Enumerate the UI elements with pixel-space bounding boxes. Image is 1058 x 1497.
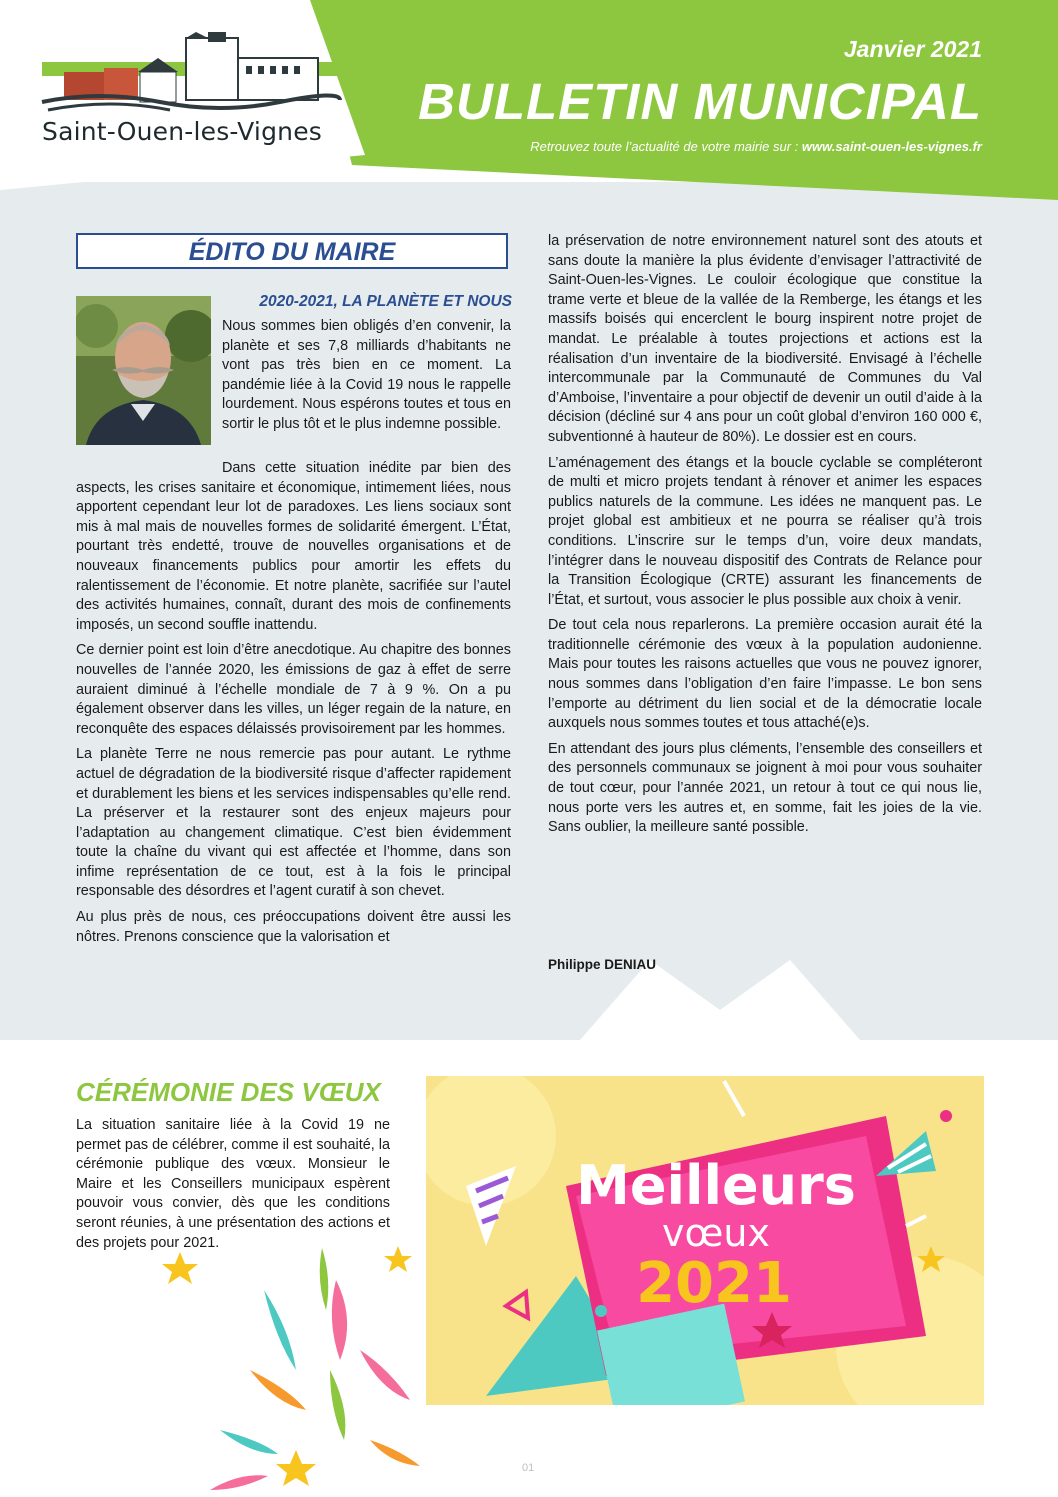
confetti-drop <box>370 1440 420 1466</box>
edito-paragraph: Nous sommes bien obligés d’en convenir, la planète et ses 7,8 milliards d’habitants ne vont pas très bien en ce moment. La pandémie liée à la Covid 19 nous le rappelle lourdement. Nous espérons toutes et tous en sortir le plus tôt et le plus indemne possible. <box>222 318 511 432</box>
edito-paragraph: Ce dernier point est loin d’être anecdotique. Au chapitre des bonnes nouvelles de l’année 2020, les émissions de gaz à effet de serre auraient diminué à l’échelle mondiale de 7 à 9 %. On a pu également observer dans les villes, un léger regain de la nature, en reconquête des espaces délaissés provisoirement par les hommes. <box>76 642 511 737</box>
star <box>384 1246 412 1272</box>
confetti-drop <box>332 1280 347 1360</box>
edito-paragraph: De tout cela nous reparlerons. La première occasion aurait été la traditionnelle cérémonie des vœux à la population audonienne. Mais pour toutes les raisons actuelles que vous ne pouvez ignorer, nous sommes dans l’obligation d’en faire l’impasse. Le bon sens l’emporte au détriment du lien social et de la démocratie locale auxquels nous sommes toutes et tous attaché(e)s. <box>548 617 982 732</box>
wishes-card-illustration <box>426 1076 984 1405</box>
confetti-drop <box>360 1350 410 1400</box>
ceremony-paragraph: La situation sanitaire liée à la Covid 19 ne permet pas de célébrer, comme il est souhaité, la cérémonie publique des vœux. Monsieur le Maire et les Conseillers municipaux espèrent pouvoir vous convier, dès que les conditions seront réunies, à une présentation des actions et des projets pour 2021. <box>76 1117 390 1251</box>
card-line-meilleurs: Meilleurs <box>576 1154 856 1217</box>
confetti-drop <box>320 1248 329 1310</box>
ceremony-title: CÉRÉMONIE DES VŒUX <box>76 1077 381 1107</box>
edito-right-column <box>548 232 982 844</box>
tagline <box>530 139 982 154</box>
confetti-dot <box>940 1110 952 1122</box>
star <box>162 1252 198 1284</box>
edito-intro <box>222 317 511 441</box>
confetti-dot <box>595 1305 607 1317</box>
mayor-portrait <box>76 296 211 445</box>
edito-left-column <box>76 459 511 953</box>
logo-text: Saint-Ouen-les-Vignes <box>42 117 322 146</box>
edito-paragraph: La planète Terre ne nous remercie pas pour autant. Le rythme actuel de dégradation de la biodiversité risque d’affecter rapidement et durablement les biens et les services indispensables qu’elle rend. La préserver et la restaurer sont des enjeux majeurs pour l’adaptation au changement climatique. C’est bien évidemment toute la chaîne du vivant qui est affectée et l’homme, dans son infime représentation de ce tout, est à la fois le principal responsable des désordres et l’agent curatif à son chevet. <box>76 746 511 900</box>
issue-date: Janvier 2021 <box>843 36 982 62</box>
ceremony-text <box>76 1116 390 1259</box>
confetti-drop <box>330 1370 345 1440</box>
card-line-voeux: vœux <box>662 1211 770 1255</box>
confetti-drop <box>210 1475 268 1490</box>
bulletin-title: BULLETIN MUNICIPAL <box>418 73 982 130</box>
edito-paragraph: Dans cette situation inédite par bien des aspects, les crises sanitaire et économique, intimement liées, nous apportent cependant leur lot de paradoxes. Les liens sociaux sont mis à mal mais de nouvelles formes de solidarité émergent. L’État, pourtant très endetté, trouve de nouvelles organisations et de nouveaux financements publics pour amortir les effets du ralentissement de l’économie. Et notre planète, sacrifiée sur l’autel des activités humaines, connaît, durant des mois de confinements imposés, un second souffle inattendu. <box>76 460 511 633</box>
edito-paragraph: En attendant des jours plus cléments, l’ensemble des conseillers et des personnels communaux se joignent à moi pour vous souhaiter de tout cœur, pour l’année 2021, un retour à tout ce qui nous lie, nous porte vers les autres et, en somme, fait les joies de la vie. Sans oublier, la meilleure santé possible. <box>548 740 982 836</box>
website-link[interactable]: www.saint-ouen-les-vignes.fr <box>801 139 982 154</box>
card-line-year: 2021 <box>636 1251 792 1316</box>
edito-subtitle: 2020-2021, LA PLANÈTE ET NOUS <box>259 293 512 310</box>
tagline-prefix: Retrouvez toute l’actualité de votre mairie sur : <box>530 139 802 154</box>
mayor-signature: Philippe DENIAU <box>548 957 657 972</box>
edito-paragraph: L’aménagement des étangs et la boucle cyclable se compléteront de multi et micro projets tendant à rénover et animer les espaces publics naturels de la commune. Les idées ne manquent pas. Le projet global est ambitieux et ne pourra se réaliser qu’à trois conditions. L’inscrire sur le temps d’un, voire deux mandats, l’intégrer dans le nouveau dispositif des Contrats de Relance pour la Transition Écologique (CRTE) assurant les financements de l’État, et surtout, vous associer le plus possible aux choix à venir. <box>548 454 982 608</box>
edito-paragraph: Au plus près de nous, ces préoccupations doivent être aussi les nôtres. Prenons conscience que la valorisation et <box>76 909 511 945</box>
page-number: 01 <box>522 1462 535 1474</box>
edito-title: ÉDITO DU MAIRE <box>188 238 396 266</box>
star <box>276 1450 316 1486</box>
confetti-drop <box>250 1370 306 1410</box>
confetti-drop <box>264 1290 296 1370</box>
confetti-drop <box>220 1430 278 1454</box>
village-logo <box>40 32 350 112</box>
confetti-decoration <box>100 1240 430 1497</box>
edito-paragraph: la préservation de notre environnement naturel sont des atouts et sans doute la manière la plus évidente d’envisager l’attractivité de Saint-Ouen-les-Vignes. Le couloir écologique que constitue la trame verte et bleue de la vallée de la Remberge, les étangs et les massifs boisés qui encerclent le bourg inspirent notre projet de mandat. Le préalable à toutes projections et actions est la réalisation d’un inventaire de la biodiversité. Envisagé à l’échelle intercommunale par la Communauté de Communes du Val d’Amboise, l’inventaire a pour objectif de devenir un outil d’aide à la décision (décliné sur 4 ans pour un coût global d’environ 160 000 €, subventionné à hauteur de 80%). Le dossier est en cours. <box>548 233 982 445</box>
